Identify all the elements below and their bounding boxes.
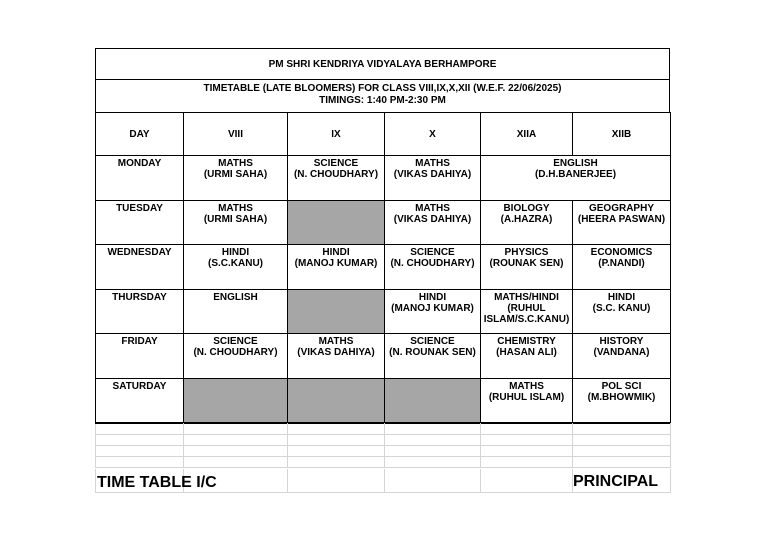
empty-period-cell-x — [385, 379, 481, 423]
period-cell-ix: HINDI (MANOJ KUMAR) — [288, 245, 385, 290]
period-cell-xiia: PHYSICS (ROUNAK SEN) — [481, 245, 573, 290]
day-cell: FRIDAY — [96, 334, 184, 379]
period-cell-viii: SCIENCE (N. CHOUDHARY) — [184, 334, 288, 379]
table-row-tuesday — [96, 201, 671, 245]
period-cell-xiib: HINDI (S.C. KANU) — [573, 290, 671, 334]
period-cell-xiib: POL SCI (M.BHOWMIK) — [573, 379, 671, 423]
table-row-saturday — [96, 379, 671, 423]
period-cell-x: MATHS (VIKAS DAHIYA) — [385, 156, 481, 201]
period-cell-xii-merged: ENGLISH (D.H.BANERJEE) — [481, 156, 671, 201]
timetable-grid — [95, 112, 671, 423]
period-cell-xiia: MATHS/HINDI (RUHUL ISLAM/S.C.KANU) — [481, 290, 573, 334]
period-cell-viii: MATHS (URMI SAHA) — [184, 201, 288, 245]
period-cell-ix: MATHS (VIKAS DAHIYA) — [288, 334, 385, 379]
period-cell-xiia: CHEMISTRY (HASAN ALI) — [481, 334, 573, 379]
day-cell: TUESDAY — [96, 201, 184, 245]
day-cell: THURSDAY — [96, 290, 184, 334]
period-cell-xiib: GEOGRAPHY (HEERA PASWAN) — [573, 201, 671, 245]
table-row-thursday — [96, 290, 671, 334]
timetable-incharge-signature-label: TIME TABLE I/C — [97, 474, 217, 491]
day-cell: MONDAY — [96, 156, 184, 201]
period-cell-xiia: BIOLOGY (A.HAZRA) — [481, 201, 573, 245]
col-header-xiib: XIIB — [573, 113, 671, 156]
period-cell-xiia: MATHS (RUHUL ISLAM) — [481, 379, 573, 423]
period-cell-viii: ENGLISH — [184, 290, 288, 334]
principal-signature-label: PRINCIPAL — [573, 473, 659, 490]
period-cell-x: HINDI (MANOJ KUMAR) — [385, 290, 481, 334]
timings-text: TIMINGS: 1:40 PM-2:30 PM — [319, 95, 446, 106]
day-cell: SATURDAY — [96, 379, 184, 423]
period-cell-viii: MATHS (URMI SAHA) — [184, 156, 288, 201]
period-cell-xiib: HISTORY (VANDANA) — [573, 334, 671, 379]
period-cell-ix: SCIENCE (N. CHOUDHARY) — [288, 156, 385, 201]
period-cell-xiib: ECONOMICS (P.NANDI) — [573, 245, 671, 290]
col-header-x: X — [385, 113, 481, 156]
table-row-monday — [96, 156, 671, 201]
school-name-header — [95, 48, 670, 79]
empty-period-cell-ix — [288, 290, 385, 334]
col-header-ix: IX — [288, 113, 385, 156]
col-header-day: DAY — [96, 113, 184, 156]
empty-period-cell-ix — [288, 201, 385, 245]
col-header-xiia: XIIA — [481, 113, 573, 156]
column-header-row — [96, 113, 671, 156]
empty-period-cell-ix — [288, 379, 385, 423]
day-cell: WEDNESDAY — [96, 245, 184, 290]
empty-period-cell-viii — [184, 379, 288, 423]
timetable-title: TIMETABLE (LATE BLOOMERS) FOR CLASS VIII,IX,X,XII (W.E.F. 22/06/2025) — [203, 83, 562, 94]
blank-gridlines — [95, 423, 671, 468]
period-cell-viii: HINDI (S.C.KANU) — [184, 245, 288, 290]
signature-footer — [95, 469, 670, 493]
period-cell-x: MATHS (VIKAS DAHIYA) — [385, 201, 481, 245]
table-row-wednesday — [96, 245, 671, 290]
period-cell-x: SCIENCE (N. CHOUDHARY) — [385, 245, 481, 290]
timetable-sheet — [95, 48, 671, 491]
school-name: PM SHRI KENDRIYA VIDYALAYA BERHAMPORE — [268, 59, 497, 70]
col-header-viii: VIII — [184, 113, 288, 156]
period-cell-x: SCIENCE (N. ROUNAK SEN) — [385, 334, 481, 379]
table-row-friday — [96, 334, 671, 379]
timetable-title-header — [95, 79, 670, 112]
